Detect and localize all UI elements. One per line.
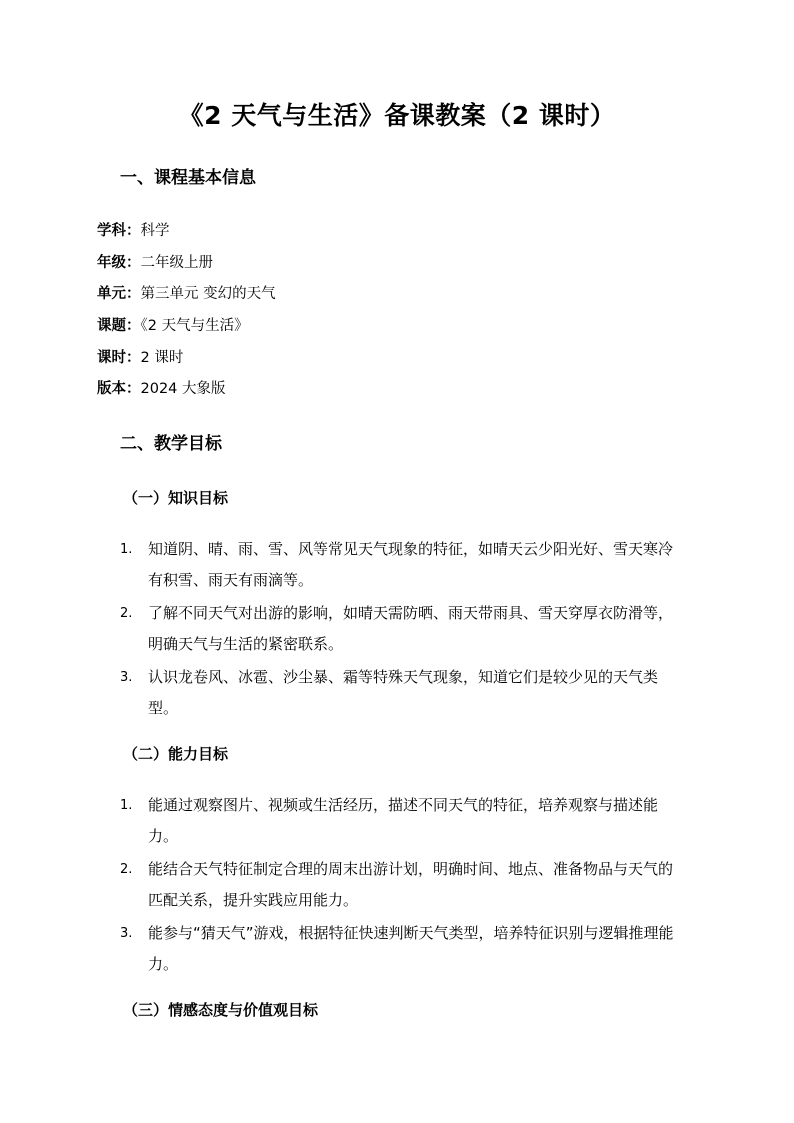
info-row-unit bbox=[97, 283, 276, 315]
list-item bbox=[120, 918, 680, 980]
info-label: 课题： bbox=[97, 318, 141, 335]
section-heading-basic-info: 一、课程基本信息 bbox=[120, 168, 256, 188]
info-row-edition bbox=[97, 378, 276, 410]
list-text: 能参与“猜天气”游戏，根据特征快速判断天气类型，培养特征识别与逻辑推理能力。 bbox=[148, 924, 674, 973]
list-number: 2. bbox=[120, 606, 133, 621]
info-value: 《2 天气与生活》 bbox=[140, 318, 249, 335]
list-number: 3. bbox=[120, 670, 133, 685]
subheading-ability-objectives: （二）能力目标 bbox=[123, 745, 229, 763]
ability-objectives-list bbox=[120, 790, 680, 982]
list-item bbox=[120, 598, 680, 660]
info-label: 学科： bbox=[97, 223, 141, 239]
info-value: 科学 bbox=[140, 223, 170, 239]
info-value: 第三单元 变幻的天气 bbox=[140, 286, 276, 303]
info-row-grade bbox=[97, 252, 276, 284]
list-text: 认识龙卷风、冰雹、沙尘暴、霜等特殊天气现象，知道它们是较少见的天气类型。 bbox=[148, 668, 659, 717]
knowledge-objectives-list bbox=[120, 534, 680, 726]
list-text: 能通过观察图片、视频或生活经历，描述不同天气的特征，培养观察与描述能力。 bbox=[148, 796, 659, 845]
subheading-emotion-objectives: （三）情感态度与价值观目标 bbox=[123, 1001, 319, 1019]
info-value: 二年级上册 bbox=[140, 254, 213, 271]
info-label: 年级： bbox=[97, 254, 141, 271]
list-item bbox=[120, 790, 680, 852]
list-number: 1. bbox=[120, 798, 133, 813]
info-label: 版本： bbox=[97, 381, 141, 398]
subheading-knowledge-objectives: （一）知识目标 bbox=[123, 489, 229, 507]
info-value: 2024 大象版 bbox=[140, 381, 226, 398]
info-label: 课时： bbox=[97, 349, 141, 366]
info-row-topic bbox=[97, 315, 276, 347]
list-number: 1. bbox=[120, 542, 133, 557]
list-number: 3. bbox=[120, 926, 133, 941]
list-text: 了解不同天气对出游的影响，如晴天需防晒、雨天带雨具、雪天穿厚衣防滑等，明确天气与生活的紧密联系。 bbox=[148, 604, 674, 653]
info-row-subject bbox=[97, 220, 276, 252]
list-text: 知道阴、晴、雨、雪、风等常见天气现象的特征，如晴天云少阳光好、雪天寒冷有积雪、雨天有雨滴等。 bbox=[148, 540, 674, 589]
list-item bbox=[120, 854, 680, 916]
list-number: 2. bbox=[120, 862, 133, 877]
list-item bbox=[120, 534, 680, 596]
list-text: 能结合天气特征制定合理的周末出游计划，明确时间、地点、准备物品与天气的匹配关系，提升实践应用能力。 bbox=[148, 860, 674, 909]
course-info-list bbox=[97, 220, 276, 410]
info-value: 2 课时 bbox=[140, 349, 184, 366]
info-label: 单元： bbox=[97, 286, 141, 303]
info-row-periods bbox=[97, 347, 276, 379]
section-heading-objectives: 二、教学目标 bbox=[120, 434, 222, 454]
list-item bbox=[120, 662, 680, 724]
page-title: 《2 天气与生活》备课教案（2 课时） bbox=[178, 101, 616, 130]
